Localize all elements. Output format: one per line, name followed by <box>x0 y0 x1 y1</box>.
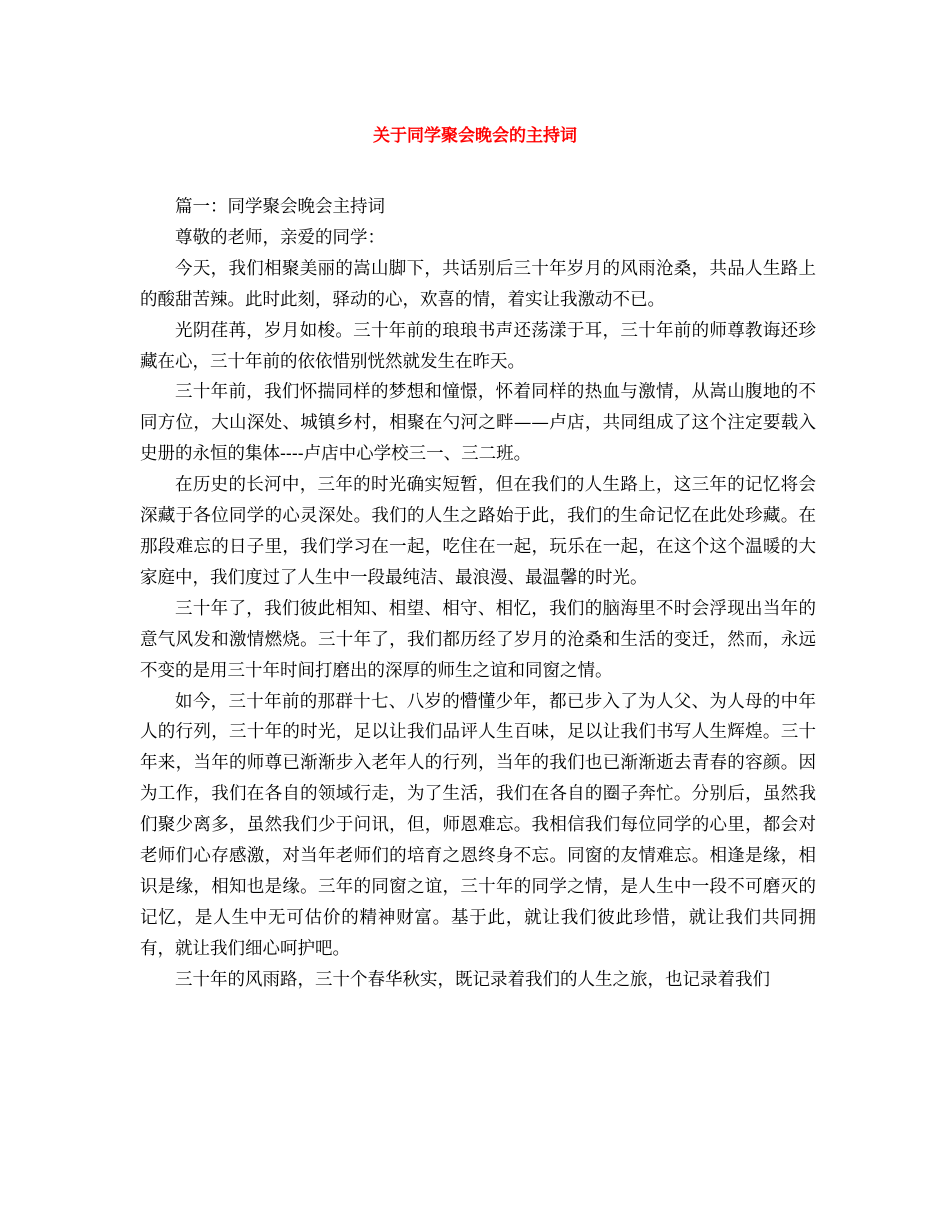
body-paragraph: 如今，三十年前的那群十七、八岁的懵懂少年，都已步入了为人父、为人母的中年人的行列，三十年的时光，足以让我们品评人生百味，足以让我们书写人生辉煌。三十年来，当年的师尊已渐渐步入老年人的行列，当年的我们也已渐渐逝去青春的容颜。因为工作，我们在各自的领域行走，为了生活，我们在各自的圈子奔忙。分别后，虽然我们聚少离多，虽然我们少于问讯，但，师恩难忘。我相信我们每位同学的心里，都会对老师们心存感激，对当年老师们的培育之恩终身不忘。同窗的友情难忘。相逢是缘，相识是缘，相知也是缘。三年的同窗之谊，三十年的同学之情，是人生中一段不可磨灭的记忆，是人生中无可估价的精神财富。基于此，就让我们彼此珍惜，就让我们共同拥有，就让我们细心呵护吧。 <box>140 691 816 959</box>
document-body <box>140 192 816 996</box>
body-paragraph: 在历史的长河中，三年的时光确实短暂，但在我们的人生路上，这三年的记忆将会深藏于各位同学的心灵深处。我们的人生之路始于此，我们的生命记忆在此处珍藏。在那段难忘的日子里，我们学习在一起，吃住在一起，玩乐在一起，在这个这个温暖的大家庭中，我们度过了人生中一段最纯洁、最浪漫、最温馨的时光。 <box>140 475 816 588</box>
section-heading: 篇一：同学聚会晚会主持词 <box>175 197 385 217</box>
body-paragraph: 三十年了，我们彼此相知、相望、相守、相忆，我们的脑海里不时会浮现出当年的意气风发和激情燃烧。三十年了，我们都历经了岁月的沧桑和生活的变迁，然而，永远不变的是用三十年时间打磨出的深厚的师生之谊和同窗之情。 <box>140 598 816 681</box>
body-paragraph: 三十年的风雨路，三十个春华秋实，既记录着我们的人生之旅，也记录着我们 <box>175 969 770 990</box>
body-paragraph: 三十年前，我们怀揣同样的梦想和憧憬，怀着同样的热血与激情，从嵩山腹地的不同方位，大山深处、城镇乡村，相聚在勺河之畔——卢店，共同组成了这个注定要载入史册的永恒的集体----卢店中心学校三一、三二班。 <box>140 382 816 465</box>
body-paragraph: 今天，我们相聚美丽的嵩山脚下，共话别后三十年岁月的风雨沧桑，共品人生路上的酸甜苦辣。此时此刻，驿动的心，欢喜的情，着实让我激动不已。 <box>140 258 816 310</box>
body-paragraph: 光阴荏苒，岁月如梭。三十年前的琅琅书声还荡漾于耳，三十年前的师尊教诲还珍藏在心，三十年前的依依惜别恍然就发生在昨天。 <box>140 320 816 372</box>
salutation: 尊敬的老师，亲爱的同学： <box>175 227 385 248</box>
document-title: 关于同学聚会晚会的主持词 <box>373 126 577 146</box>
